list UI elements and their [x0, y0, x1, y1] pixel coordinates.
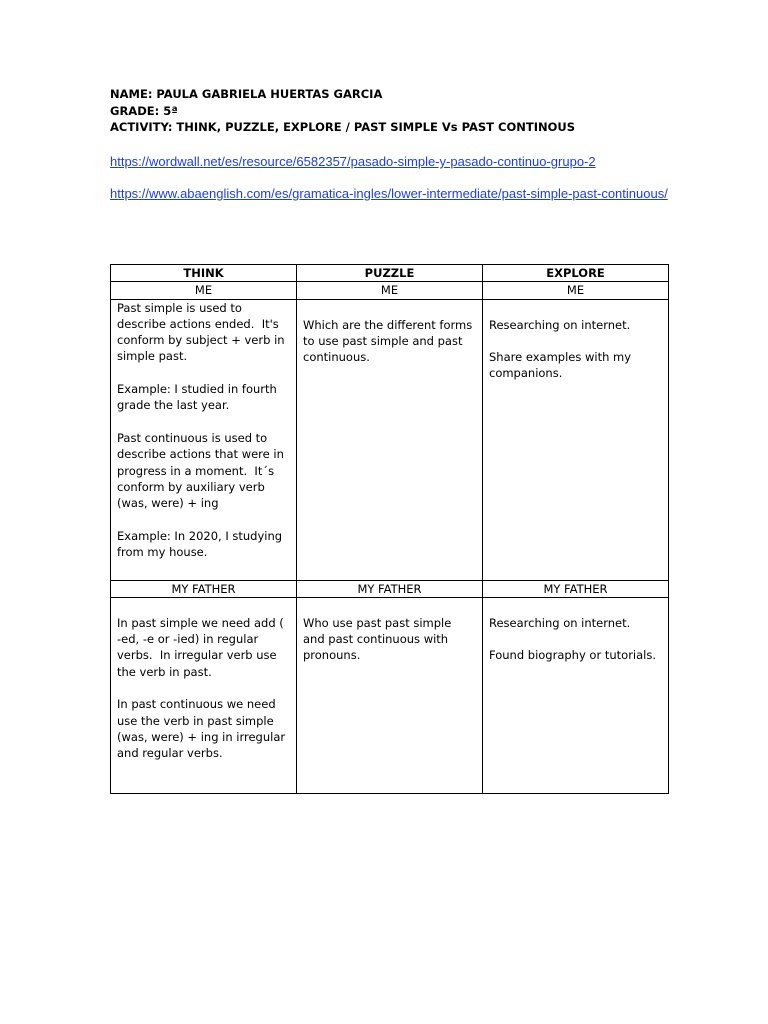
think-puzzle-explore-table	[110, 264, 669, 794]
explore-text-me: Researching on internet. Share examples with my companions.	[489, 317, 632, 381]
section-label-row-me	[111, 282, 669, 299]
section-label-explore-father: MY FATHER	[483, 580, 669, 597]
section-body-row-father	[111, 597, 669, 793]
wordwall-link[interactable]: https://wordwall.net/es/resource/6582357/pasado-simple-y-pasado-continuo-grupo-2	[110, 154, 596, 169]
puzzle-cell-me	[297, 299, 483, 580]
puzzle-text-me: Which are the different forms to use past simple and past continuous.	[303, 317, 476, 365]
document-header	[110, 86, 575, 136]
student-name: NAME: PAULA GABRIELA HUERTAS GARCIA	[110, 87, 383, 101]
column-header-puzzle: PUZZLE	[297, 265, 483, 282]
think-text-me: Past simple is used to describe actions ended. It's conform by subject + verb in simple past. Example: I studied in fourth grade the last year. Past continuous is used to describe actions that were in progress in a moment. It´s conform by auxiliary verb (was, were) + ing Example: In 2020, I studying from my house.	[117, 300, 285, 560]
puzzle-text-father: Who use past past simple and past continuous with pronouns.	[303, 615, 455, 663]
section-label-think-me: ME	[111, 282, 297, 299]
think-text-father: In past simple we need add ( -ed, -e or -ied) in regular verbs. In irregular verb use the verb in past. In past continuous we need use the verb in past simple (was, were) + ing in irregular and regular verbs.	[117, 615, 286, 761]
section-label-think-father: MY FATHER	[111, 580, 297, 597]
section-label-puzzle-me: ME	[297, 282, 483, 299]
puzzle-cell-father	[297, 597, 483, 793]
abaenglish-link[interactable]: https://www.abaenglish.com/es/gramatica-ingles/lower-intermediate/past-simple-past-continuous/	[110, 186, 668, 201]
student-grade: GRADE: 5ª	[110, 103, 178, 118]
explore-cell-me	[483, 299, 669, 580]
section-label-puzzle-father: MY FATHER	[297, 580, 483, 597]
think-cell-father	[111, 597, 297, 793]
column-header-think: THINK	[111, 265, 297, 282]
activity-title: ACTIVITY: THINK, PUZZLE, EXPLORE / PAST SIMPLE Vs PAST CONTINOUS	[110, 120, 575, 134]
section-label-row-father	[111, 580, 669, 597]
column-header-row	[111, 265, 669, 282]
think-cell-me	[111, 299, 297, 580]
column-header-explore: EXPLORE	[483, 265, 669, 282]
section-label-explore-me: ME	[483, 282, 669, 299]
explore-text-father: Researching on internet. Found biography or tutorials.	[489, 615, 657, 663]
explore-cell-father	[483, 597, 669, 793]
section-body-row-me	[111, 299, 669, 580]
